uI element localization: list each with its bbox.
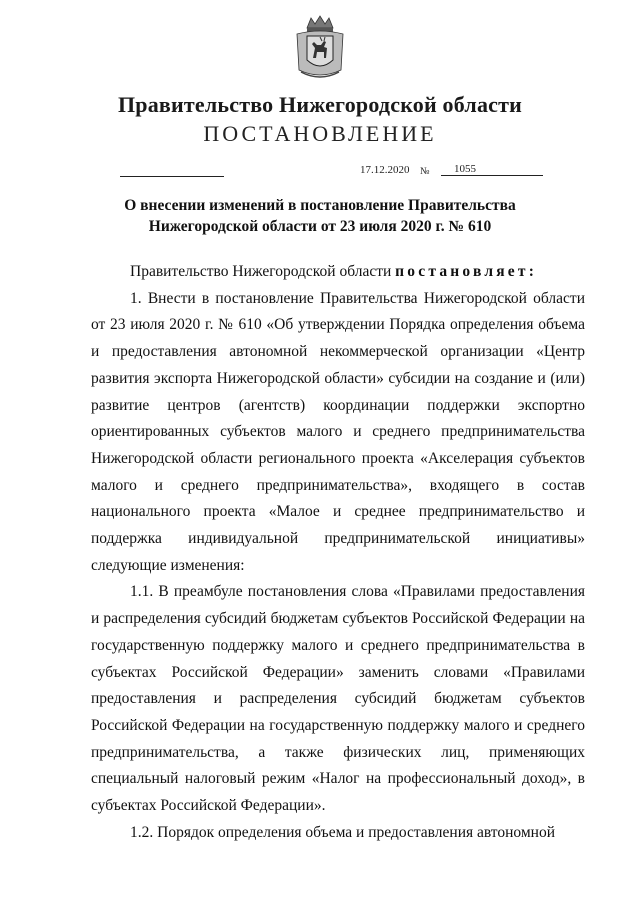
paragraph-1: 1. Внести в постановление Правительства Нижегородской области от 23 июля 2020 г. № 610 «Об утверждении Порядка определения объема и предоставления автономной некоммерческой организации «Центр развития экспорта Нижегородской области» субсидии на создание и (или) развитие центров (агентств) координации поддержки экспортно ориентированных субъектов малого и среднего предпринимательства Нижегородской области регионального проекта «Акселерация субъектов малого и среднего предпринимательства», входящего в состав национального проекта «Малое и среднее предпринимательство и поддержка индивидуальной предпринимательской инициативы» следующие изменения: (91, 289, 585, 574)
coat-of-arms-emblem (293, 14, 347, 82)
document-type: ПОСТАНОВЛЕНИЕ (203, 121, 437, 146)
number-label: № (420, 166, 430, 177)
paragraph-1-2: 1.2. Порядок определения объема и предоставления автономной (130, 823, 556, 841)
intro-emphasis: постановляет: (395, 263, 538, 280)
intro-text: Правительство Нижегородской области (130, 263, 396, 280)
intro-paragraph (91, 259, 585, 286)
government-title: Правительство Нижегородской области (117, 92, 522, 117)
document-date: 17.12.2020 (360, 164, 410, 176)
subject-line-1: О внесении изменений в постановление Правительства (124, 197, 516, 214)
document-number: 1055 (441, 163, 543, 176)
subject-line-2: Нижегородской области от 23 июля 2020 г. № 610 (148, 218, 492, 235)
document-body (91, 259, 585, 846)
left-blank-line (120, 163, 224, 177)
paragraph-1-1: 1.1. В преамбуле постановления слова «Правилами предоставления и распределения субсидий бюджетам субъектов Российской Федерации на государственную поддержку малого и среднего предпринимательства в субъектах Российской Федерации» заменить словами «Правилами предоставления и распределения субсидий бюджетам субъектов Российской Федерации на государственную поддержку малого и среднего предпринимательства, а также физических лиц, применяющих специальный налоговый режим «Налог на профессиональный доход», в субъектах Российской Федерации». (91, 583, 585, 815)
coat-of-arms-icon (293, 14, 347, 82)
document-subject (0, 195, 640, 237)
